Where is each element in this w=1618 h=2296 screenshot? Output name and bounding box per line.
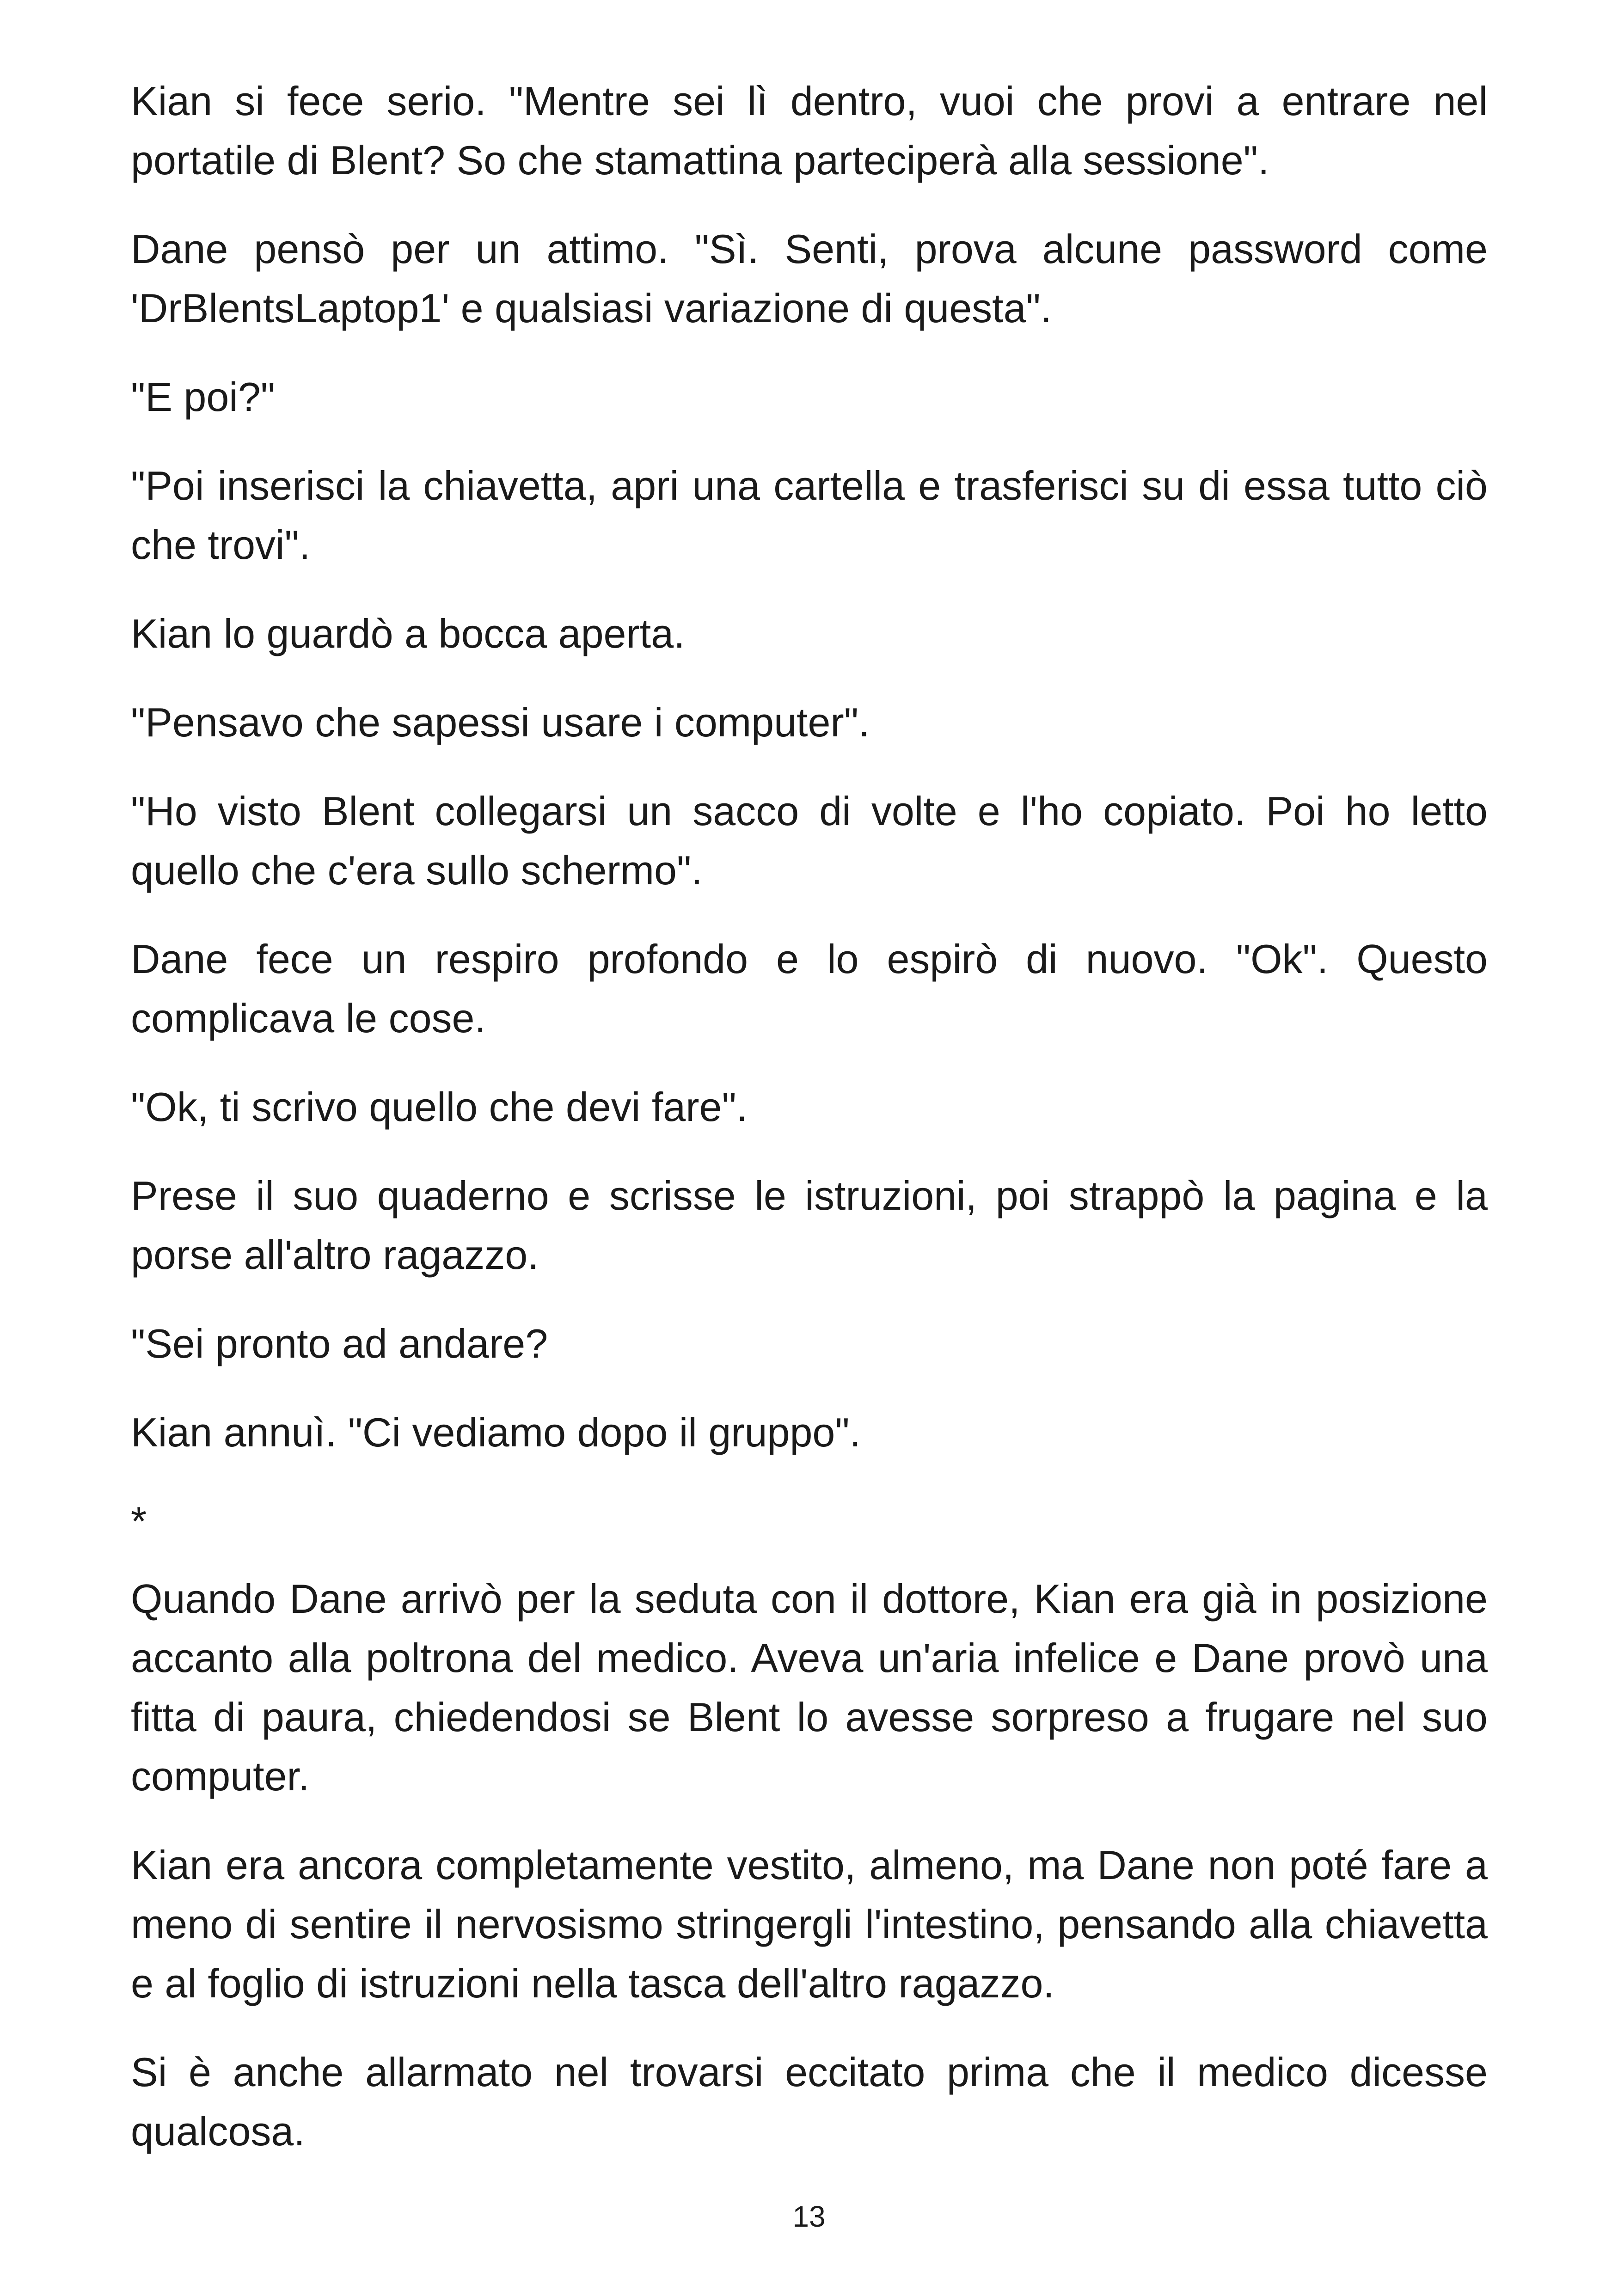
paragraph: Kian lo guardò a bocca aperta. [131, 611, 685, 656]
paragraph: "Pensavo che sapessi usare i computer". [131, 699, 870, 745]
paragraph: Kian era ancora completamente vestito, almeno, ma Dane non poté fare a meno di sentire il nervosismo stringergli l'intestino, pensando alla chiavetta e al foglio di istruzioni nella tasca dell'altro ragazzo. [131, 1842, 1488, 2006]
paragraph: Kian annuì. "Ci vediamo dopo il gruppo". [131, 1409, 861, 1455]
scene-break: * [131, 1498, 147, 1544]
paragraph: Quando Dane arrivò per la seduta con il dottore, Kian era già in posizione accanto alla poltrona del medico. Aveva un'aria infelice e Dane provò una fitta di paura, chiedendosi se Blent lo avesse sorpreso a frugare nel suo computer. [131, 1576, 1488, 1799]
paragraph: "E poi?" [131, 374, 275, 420]
paragraph: Kian si fece serio. "Mentre sei lì dentro, vuoi che provi a entrare nel portatile di Blent? So che stamattina parteciperà alla sessione". [131, 78, 1488, 183]
paragraph: Dane pensò per un attimo. "Sì. Senti, prova alcune password come 'DrBlentsLaptop1' e qualsiasi variazione di questa". [131, 226, 1488, 331]
paragraph: Si è anche allarmato nel trovarsi eccitato prima che il medico dicesse qualcosa. [131, 2049, 1488, 2154]
page-number: 13 [792, 2200, 826, 2233]
paragraph: "Ho visto Blent collegarsi un sacco di volte e l'ho copiato. Poi ho letto quello che c'era sullo schermo". [131, 788, 1488, 893]
paragraph: "Sei pronto ad andare? [131, 1321, 548, 1366]
body-text [131, 72, 1488, 2191]
paragraph: "Poi inserisci la chiavetta, apri una cartella e trasferisci su di essa tutto ciò che trovi". [131, 463, 1488, 568]
paragraph: Dane fece un respiro profondo e lo espirò di nuovo. "Ok". Questo complicava le cose. [131, 936, 1488, 1041]
paragraph: "Ok, ti scrivo quello che devi fare". [131, 1084, 748, 1130]
paragraph: Prese il suo quaderno e scrisse le istruzioni, poi strappò la pagina e la porse all'altro ragazzo. [131, 1173, 1488, 1278]
